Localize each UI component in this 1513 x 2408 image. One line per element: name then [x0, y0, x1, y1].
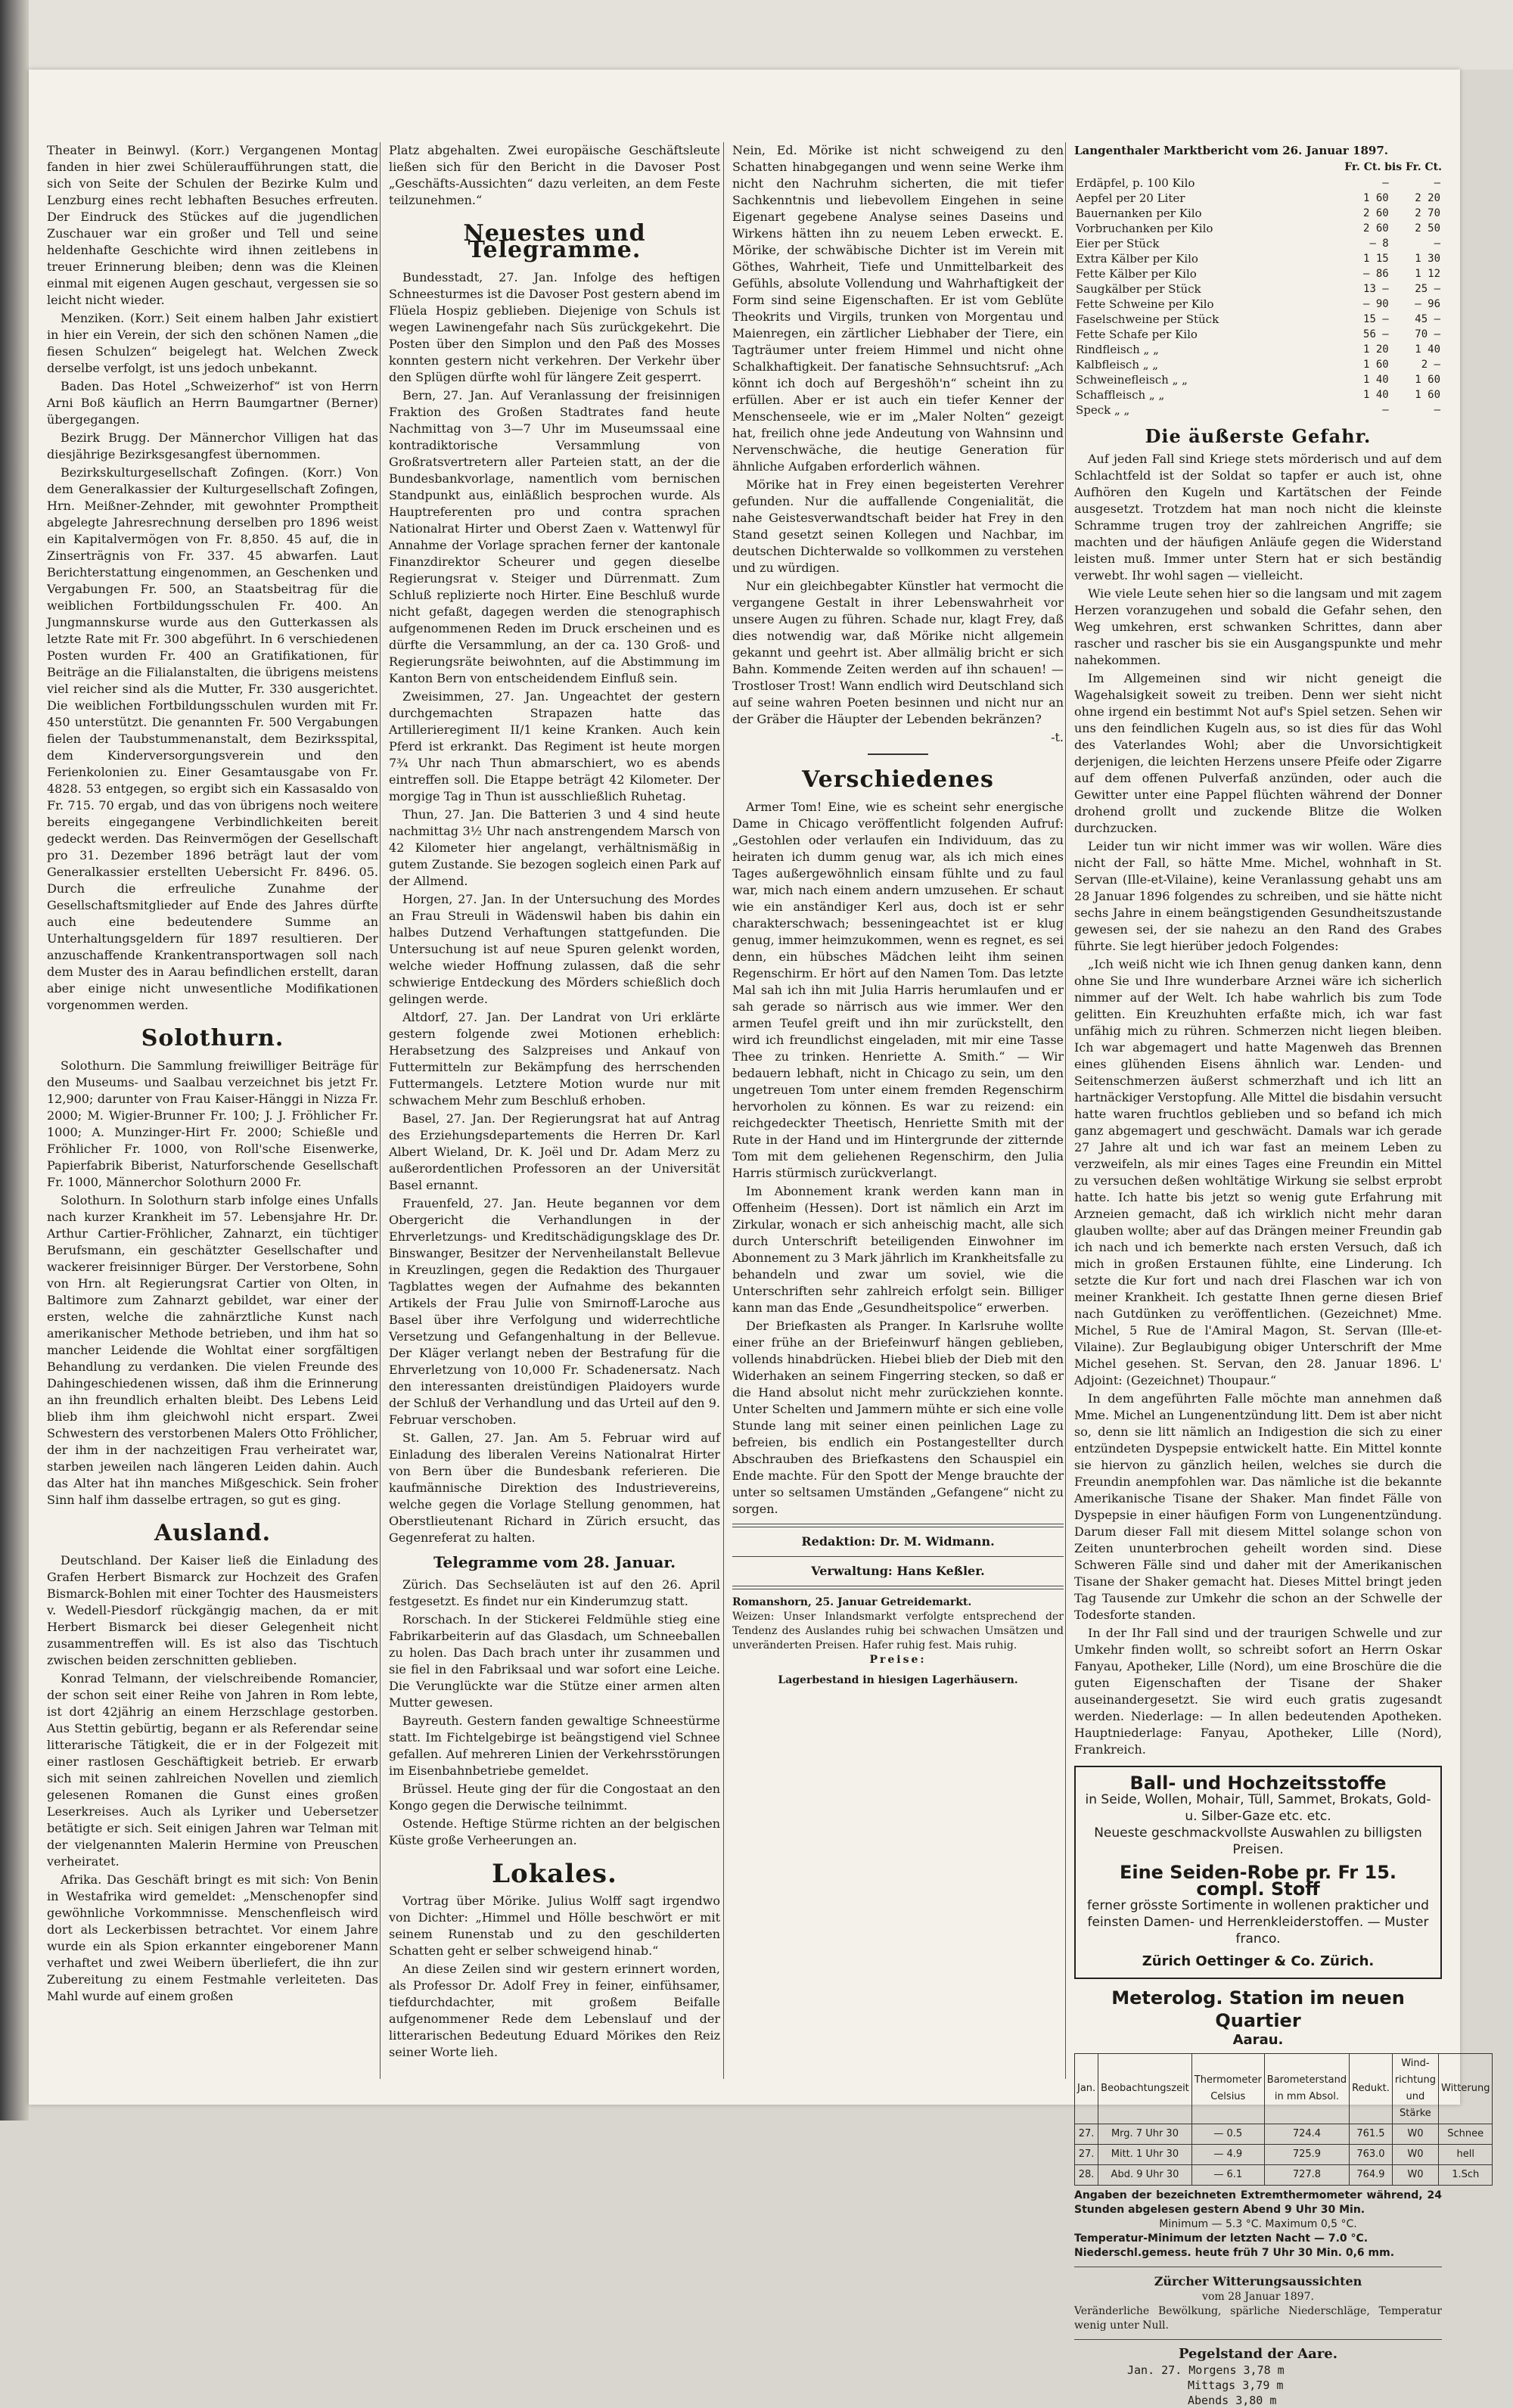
weather-row	[1075, 2145, 1493, 2165]
weather-note: Angaben der bezeichneten Extremthermometer während, 24 Stunden abgelesen gestern Abend 9 Uhr 30 Min.	[1074, 2189, 1442, 2216]
article-paragraph: Horgen, 27. Jan. In der Untersuchung des Mordes an Frau Streuli in Wädenswil haben bis dahin ein halbes Dutzend Verhaftungen stattgefunden. Die Untersuchung ist auf neue Spuren gelenkt worden, welche wieder Hoffnung zulassen, daß die sehr schwierige Entdeckung des Mörders schießlich doch gelingen werde.	[389, 892, 720, 1006]
market-item-price: 1 60	[1363, 359, 1389, 371]
weather-cell: Mitt. 1 Uhr 30	[1098, 2145, 1192, 2165]
market-item-price: —	[1434, 404, 1440, 416]
market-item-price: 45 —	[1415, 313, 1440, 325]
market-price-row	[1074, 236, 1442, 251]
market-item-price: 2 50	[1415, 222, 1440, 235]
market-price-row	[1074, 191, 1442, 206]
market-item-price: 2 60	[1363, 207, 1389, 219]
market-price-row	[1074, 297, 1442, 312]
market-price-row	[1074, 176, 1442, 191]
weather-note: Minimum — 5.3 °C. Maximum 0,5 °C.	[1159, 2218, 1357, 2230]
article-paragraph: Auf jeden Fall sind Kriege stets mörderisch und auf dem Schlachtfeld ist der Soldat so tapfer er auch ist, ohne Aufhören den Kugeln und Kartätschen der Feinde ausgesetzt. Trotzdem hat man noch nicht die kleinste Schramme trugen troy der zahlreichen Angriffe; sie machten und der häufigen Anläufe gegen die Widerstand leisten muß. Immer unter Stern hat er sich beständig verwebt. Ihr wohl sagen — vielleicht.	[1074, 452, 1442, 583]
water-level-line: Abends 3,80 m	[1188, 2394, 1277, 2407]
subsection-heading: Telegramme vom 28. Januar.	[433, 1553, 676, 1571]
article-paragraph: Mörike hat in Frey einen begeisterten Verehrer gefunden. Nur die auffallende Congenialität, die nahe Geistesverwandtschaft beider hat Frey in den Stand gesetzt seinen Kollegen und Nachbar, im deutschen Dichterwalde so vollkommen zu verstehen und zu würdigen.	[732, 477, 1064, 575]
forecast-text: Veränderliche Bewölkung, spärliche Niederschläge, Temperatur wenig unter Null.	[1074, 2305, 1442, 2332]
weather-cell: Mrg. 7 Uhr 30	[1098, 2124, 1192, 2145]
ad-company: Zürich Oettinger & Co. Zürich.	[1142, 1953, 1375, 1969]
article-paragraph: Basel, 27. Jan. Der Regierungsrat hat auf Antrag des Erziehungsdepartements die Herren Dr. Karl Albert Wieland, Dr. K. Joël und Dr. Adam Merz zu außerordentlichen Professoren an der Universität Basel ernannt.	[389, 1111, 720, 1192]
market-item-price: 1 30	[1415, 253, 1440, 265]
market-price-row	[1074, 387, 1442, 402]
market-item-name: Vorbruchanken per Kilo	[1076, 222, 1213, 235]
article-paragraph: Leider tun wir nicht immer was wir wollen. Wäre dies nicht der Fall, so hätte Mme. Michel, wohnhaft in St. Servan (Ille-et-Vilaine), keine Veranlassung gehabt uns am 28 Januar 1896 folgendes zu schreiben, und sie hätte nicht sechs Jahre in einem beängstigenden Gesundheitszustande gewesen sei, der sie nahezu an den Rand des Grabes führte. Sie legt hierüber jedoch Folgendes:	[1074, 839, 1442, 953]
market-item-name: Bauernanken per Kilo	[1076, 207, 1202, 220]
weather-cell: — 4.9	[1191, 2145, 1264, 2165]
article-paragraph: Nein, Ed. Mörike ist nicht schweigend zu den Schatten hinabgegangen und wenn seine Werke ihm nicht den Nachruhm sicherten, die mit tiefer Sachkenntnis und liebevollem Eingehen in seine Eigenart gegebene Analyse seines Daseins und Wirkens hätten ihn zu neuem Leben erweckt. E. Mörike, der schwäbische Dichter ist im Verein mit Göthes, Wahrheit, Tiefe und Unmittelbarkeit des Gefühls, absolute Vollendung und Wahrhaftigkeit der Form sind seine Eigenschaften. Er ist vom Geblüte Theokrits und Virgils, trunken von Morgentau und Maienregen, ein zärtlicher Liebhaber der Tiere, ein Tagträumer unter freiem Himmel und nicht ohne Schalkhaftigkeit. Der fanatische Sehnsuchtsruf: „Ach könnt ich doch auf Bergeshöh'n“ scheint ihn zu erfüllen. Aber er ist auch ein tiefer Kenner der Menschenseele, wie er im „Maler Nolten“ gezeigt hat, freilich ohne jede Andeutung von Wahnsinn und Nervenschwäche, die heutige Generation für ähnliche Aufgaben erforderlich wähnen.	[732, 143, 1064, 474]
article-paragraph: An diese Zeilen sind wir gestern erinnert worden, als Professor Dr. Adolf Frey in feiner, einfühsamer, tiefdurchdachter, mit großem Beifalle aufgenommener Rede dem Lebenslauf und der litterarischen Bedeutung Eduard Mörikes den Reiz seiner Worte lieh.	[389, 1962, 720, 2059]
article-paragraph: Der Briefkasten als Pranger. In Karlsruhe wollte einer frühe an der Briefeinwurf hängen geblieben, vollends hinabdrücken. Hiebei blieb der Dieb mit den Widerhaken an seinem Fingerring stecken, so daß er die Hand absolut nicht mehr zurückziehen konnte. Unter Schelten und Jammern mühte er sich eine volle Stunde lang mit seiner einen peinlichen Lage zu befreien, bis endlich ein Postangestellter durch Abschrauben des Briefkastens den Schauspiel ein Ende machte. Für den Spott der Menge brauchte der unter so seltsamen Umständen „Gefangene“ nicht zu sorgen.	[732, 1319, 1064, 1516]
article-paragraph: St. Gallen, 27. Jan. Am 5. Februar wird auf Einladung des liberalen Vereins Nationalrat Hirter von Bern über die Bundesbank referieren. Die kaufmännische Direktion des Industrievereins, welche gegen die Vorlage Stellung genommen, hat Oberstlieutenant Richard in Zürich ersucht, das Gegenreferat zu halten.	[389, 1431, 720, 1545]
market-item-name: Saugkälber per Stück	[1076, 282, 1201, 296]
divider	[1074, 2339, 1442, 2340]
market-price-row	[1074, 402, 1442, 418]
market-item-price: 70 —	[1415, 328, 1440, 340]
section-heading: Solothurn.	[141, 1025, 284, 1052]
market-price-row	[1074, 342, 1442, 357]
page-top-margin	[0, 0, 1513, 70]
article-paragraph: Armer Tom! Eine, wie es scheint sehr energische Dame in Chicago veröffentlicht folgenden Aufruf: „Gestohlen oder verlaufen ein Individuum, das zu heiraten ich dumm genug war, als ich mich eines Tages außergewöhnlich einsam fühlte und zu faul war, mich nach einem andern umzusehen. Er schaut wie ein anständiger Kerl aus, doch ist er sehr charakterschwach; besseningeachtet ist er klug genug, immer heimzukommen, wenn es regnet, es sei denn, ein hübsches Mädchen leiht ihm seinen Regenschirm. Er hört auf den Namen Tom. Das letzte Mal sah ich ihn mit Julia Harris herumlaufen und er sah gerade so närrisch aus wie immer. Wer den armen Teufel greift und ihn mir zurückstellt, den wird ich freundlichst eingeladen, mit mir eine Tasse Thee zu trinken. Henriette A. Smith.“ — Wir bedauern lebhaft, nicht in Chicago zu sein, um den ungetreuen Tom unter einem fremden Regenschirm hervorholen zu können. Es war zu reizend: ein reichgedeckter Theetisch, Henriette Smith mit der Rute in der Hand und im Hintergrunde der zitternde Tom mit dem geliehenen Regenschirm, den Julia Harris stürmisch zurückverlangt.	[732, 800, 1064, 1180]
market-item-name: Fette Schafe per Kilo	[1076, 328, 1198, 341]
section-heading: Verschiedenes	[802, 766, 994, 793]
market-item-price: 2 60	[1363, 222, 1389, 235]
ad-offer: Eine Seiden-Robe pr. Fr 15. compl. Stoff	[1119, 1862, 1397, 1900]
market-item-price: — 8	[1369, 238, 1389, 250]
article-paragraph: Solothurn. Die Sammlung freiwilliger Beiträge für den Museums- und Saalbau verzeichnet bis jetzt Fr. 12,900; darunter von Frau Kaiser-Hänggi in Nizza Fr. 2000; M. Wigier-Brunner Fr. 100; J. J. Fröhlicher Fr. 1000; A. Munzinger-Hirt Fr. 2000; Schießle und Fröhlicher Fr. 1000, von Roll'sche Eisenwerke, Papierfabrik Biberist, Naturforschende Gesellschaft Fr. 1000, Männerchor Solothurn 2000 Fr.	[47, 1058, 378, 1189]
article-paragraph: Platz abgehalten. Zwei europäische Geschäftsleute ließen sich für den Bericht in die Davoser Post „Geschäfts-Aussichten“ dazu verleiten, an dem Feste teilzunehmen.“	[389, 143, 720, 207]
weather-cell: W0	[1392, 2124, 1438, 2145]
section-heading: Die äußerste Gefahr.	[1145, 425, 1372, 447]
market-item-price: 2 —	[1421, 359, 1440, 371]
market-price-row	[1074, 266, 1442, 281]
divider	[732, 1556, 1064, 1557]
market-item-price: —	[1382, 404, 1389, 416]
column-3	[732, 142, 1064, 2079]
weather-note: Temperatur-Minimum der letzten Nacht — 7.0 °C.	[1074, 2232, 1369, 2245]
article-paragraph: Altdorf, 27. Jan. Der Landrat von Uri erklärte gestern folgende zwei Motionen erheblich: Herabsetzung des Salzpreises und Ankauf von Futtermitteln zur Bekämpfung des herrschenden Futtermangels. Letztere Motion wurde nur mit schwachem Mehr zum Beschluß erhoben.	[389, 1010, 720, 1108]
market-item-price: 2 70	[1415, 207, 1440, 219]
market-item-price: 15 —	[1363, 313, 1389, 325]
weather-cell: hell	[1439, 2145, 1493, 2165]
water-level-line: Jan. 27. Morgens 3,78 m	[1127, 2363, 1285, 2377]
article-paragraph: Baden. Das Hotel „Schweizerhof“ ist von Herrn Arni Boß käuflich an Herrn Baumgartner (Berner) übergegangen.	[47, 379, 378, 427]
market-report-text: Weizen: Unser Inlandsmarkt verfolgte entsprechend der Tendenz des Auslandes ruhig bei schwachen Umsätzen und unveränderten Preisen. Hafer ruhig fest. Mais ruhig.	[732, 1611, 1064, 1651]
newspaper-page	[29, 70, 1490, 2407]
article-paragraph: Im Abonnement krank werden kann man in Offenheim (Hessen). Dort ist nämlich ein Arzt im Zirkular, wonach er sich anheischig macht, alle sich durch Unterschrift beteiligenden Einwohner im Abonnement zu 3 Mark jährlich im Krankheitsfalle zu behandeln und zwar um soviel, wie die Unterschriften sehr zahlreich erfolgt sein. Billiger kann man das Ende „Gesundheitspolice“ erwerben.	[732, 1184, 1064, 1315]
market-item-price: — 90	[1363, 298, 1389, 310]
article-paragraph: Rorschach. In der Stickerei Feldmühle stieg eine Fabrikarbeiterin auf das Glasdach, um Schneeballen zu holen. Das Dach brach unter ihr zusammen und sie fiel in den Fabriksaal und war sofort eine Leiche. Die Verunglückte war die Stütze einer armen alten Mutter gewesen.	[389, 1612, 720, 1710]
market-item-price: 1 12	[1415, 268, 1440, 280]
column-1	[47, 142, 378, 2079]
section-heading: Neuestes und Telegramme.	[463, 220, 646, 263]
divider	[868, 753, 928, 755]
market-item-price: 1 20	[1363, 343, 1389, 356]
weather-cell: 763.0	[1350, 2145, 1393, 2165]
prices-heading: Preise:	[869, 1654, 927, 1666]
market-item-price: 1 40	[1363, 389, 1389, 401]
market-price-row	[1074, 206, 1442, 221]
ad-text: ferner grösste Sortimente in wollenen prakticher und feinsten Damen- und Herrenkleiderstoffen. — Muster franco.	[1087, 1898, 1429, 1947]
market-item-price: 1 40	[1363, 374, 1389, 386]
market-price-header: Fr. Ct. bis Fr. Ct.	[1344, 161, 1442, 173]
market-price-row	[1074, 221, 1442, 236]
article-paragraph: Bayreuth. Gestern fanden gewaltige Schneestürme statt. Im Fichtelgebirge ist beängstigend viel Schnee gefallen. Auf mehreren Linien der Verkehrsstörungen im Eisenbahnbetriebe gemeldet.	[389, 1714, 720, 1778]
weather-table	[1074, 2053, 1493, 2186]
section-heading: Ausland.	[154, 1520, 272, 1546]
market-item-price: —	[1434, 177, 1440, 189]
article-paragraph: Bezirkskulturgesellschaft Zofingen. (Korr.) Von dem Generalkassier der Kulturgesellschaft Zofingen, Hrn. Meißner-Zehnder, mit gewohnter Promptheit abgelegte Jahresrechnung derselben pro 1896 weist ein Kapitalvermögen von Fr. 8,850. 45 auf, die in Zinserträgnis von Fr. 337. 45 abwarfen. Laut Berichterstattung eingenommen, an Geschenken und Vergabungen Fr. 500, an Staatsbeitrag für die weiblichen Fortbildungsschulen Fr. 400. An Jungmannskurse wurde aus den Gutterkassen als letzte Rate mit Fr. 300 abgeführt. In 6 verschiedenen Posten wurden Fr. 400 an Gratifikationen, für Beiträge an die Filialanstalten, die übrigens meistens viel reicher sind als die Mutter, Fr. 330 ausgerichtet. Die weiblichen Fortbildungsschulen wurden mit Fr. 450 unterstützt. Die genannten Fr. 500 Vergabungen fielen der Taubstummenanstalt, dem Bezirksspital, dem Kinderversorgungsverein und den Ferienkolonien zu. Einer Gesamtausgabe von Fr. 4828. 53 entgegen, so ergibt sich ein Kassasaldo von Fr. 715. 70 ergab, und das von übrigens noch weitere bereits eingegangene Verbindlichkeiten bereit gedeckt werden. Das Reinvermögen der Gesellschaft pro 31. Dezember 1896 beträgt laut der vom Generalkassier erstellten Uebersicht Fr. 8496. 05. Durch die erfreuliche Zunahme der Gesellschaftsmitglieder auf Ende des Jahres dürfte auch eine bedeutendere Summe an Unterhaltungsgeldern für 1897 resultieren. Der anzuschaffende Krankentransportwagen soll nach dem Muster des in Aarau befindlichen erstellt, daran aber einige nicht unwesentliche Modifikationen vorgenommen werden.	[47, 465, 378, 1012]
article-paragraph: Theater in Beinwyl. (Korr.) Vergangenen Montag fanden in hier zwei Schüleraufführungen statt, die sich von Seite der Schulen der Bezirke Kulm und Lenzburg eines recht lebhaften Besuches erfreuten. Der Eindruck des Stückes auf die jugendlichen Zuschauer war ein großer und Tell und seine heldenhafte Geschichte wird ihnen zeitlebens in treuer Erinnerung bleiben; denn was die Kleinen einmal mit eigenen Augen geschaut, vergessen sie so leicht nicht wieder.	[47, 143, 378, 307]
weather-note: Niederschl.gemess. heute früh 7 Uhr 30 Min. 0,6 mm.	[1074, 2247, 1395, 2259]
forecast-title: Zürcher Witterungsaussichten	[1154, 2274, 1362, 2288]
column-4	[1074, 142, 1490, 2407]
weather-cell: — 6.1	[1191, 2165, 1264, 2186]
weather-cell: Abd. 9 Uhr 30	[1098, 2165, 1192, 2186]
weather-station-location: Aarau.	[1232, 2032, 1284, 2048]
forecast-date: vom 28 Januar 1897.	[1202, 2291, 1314, 2303]
article-paragraph: In der Ihr Fall sind und der traurigen Schwelle und zur Umkehr finden wollt, so schreibt sofort an Herrn Oskar Fanyau, Apotheker, Lille (Nord), um eine Broschüre die die guten Eigenschaften der Tisane der Shaker auseinandergesetzt. Sie wird euch gratis zugesandt werden. Niederlage: — In allen bedeutenden Apotheken. Hauptniederlage: Fanyau, Apotheker, Lille (Nord), Frankreich.	[1074, 1626, 1442, 1757]
article-paragraph: Bundesstadt, 27. Jan. Infolge des heftigen Schneesturmes ist die Davoser Post gestern abend im Flüela Hospiz geblieben. Diejenige von Schuls ist wegen Lawinengefahr nach Süs zurückgekehrt. Die Posten über den Simplon und den Paß des Mosses konnten gestern nicht verkehren. Der Verkehr über den Splügen dürfte wohl für längere Zeit gesperrt.	[389, 270, 720, 384]
article-paragraph: „Ich weiß nicht wie ich Ihnen genug danken kann, denn ohne Sie und Ihre wunderbare Arznei wäre ich sicherlich nimmer auf der Welt. Ich habe wahrlich bis zum Tode gelitten. Ein Kreuzhuhten erfaßte mich, ich war fast unfähig mich zu rühren. Schmerzen nicht liegen bleiben. Ich war abgemagert und hatte Magenweh das Brennen eines glühenden Eisens ähnlich war. Lenden- und Seitenschmerzen äußerst schmerzhaft und ich litt an hartnäckiger Verstopfung. Alle Mittel die bisdahin versucht hatte waren fruchtlos geblieben und so befand ich mich ganz abgemagert und geschwächt. Damals war ich gerade 27 Jahre alt und ich war fast an meinem Leben zu verzweifeln, als mir eines Tages eine Freundin ein Mittel zu versuchen deßen wohltätige Wirkung sie selbst erprobt hatte. Ich hatte bis jetzt so wenig gute Erfahrung mit Arzneien gemacht, daß ich wirklich nicht mehr daran glauben wollte; aber auf das Drängen meiner Freundin gab ich nach und ich bemerkte nach ersten Versuch, daß ich mich in großen Erstaunen fühlte, eine Linderung. Ich setzte die Kur fort und nach drei Flaschen war ich von meiner Krankheit. Ich gestatte Ihnen gerne diesen Brief nach Gutdünken zu veröffentlichen. (Gezeichnet) Mme. Michel, 5 Rue de l'Amiral Magon, St. Servan (Ille-et-Vilaine). Zur Beglaubigung obiger Unterschrift der Mme Michel gesehen. St. Servan, den 28. Januar 1896. L' Adjoint: (Gezeichnet) Thoupaur.“	[1074, 957, 1442, 1387]
ad-text: in Seide, Wollen, Mohair, Tüll, Sammet, Brokats, Gold- u. Silber-Gaze etc. etc.	[1085, 1792, 1431, 1824]
weather-cell: W0	[1392, 2145, 1438, 2165]
ad-text: Neueste geschmackvollste Auswahlen zu billigsten Preisen.	[1094, 1825, 1422, 1857]
ad-headline: Ball- und Hochzeitsstoffe	[1129, 1773, 1387, 1794]
article-paragraph: Im Allgemeinen sind wir nicht geneigt die Wagehalsigkeit soweit zu treiben. Denn wer sieht nicht ohne irgend ein bestimmt Not auf's Spiel setzen. Sehen wir uns den feindlichen Kugeln aus, so ist dies für das Wohl des Vaterlandes Wohl; aber die Unvorsichtigkeit derjenigen, die leichten Herzens unsere Pfeife oder Zigarre auf dem offenen Pulverfaß anzünden, oder auch die Gewitter unter eine Pappel flüchten während der Donner drohend grollt und zuckende Blitze die Wolken durchzucken.	[1074, 671, 1442, 835]
weather-cell: 27.	[1075, 2145, 1098, 2165]
market-item-name: Extra Kälber per Kilo	[1076, 252, 1198, 266]
weather-cell: 727.8	[1264, 2165, 1349, 2186]
market-item-name: Speck „ „	[1076, 403, 1130, 417]
article-paragraph: Brüssel. Heute ging der für die Congostaat an den Kongo gegen die Derwische teilnimmt.	[389, 1782, 720, 1813]
market-item-price: 56 —	[1363, 328, 1389, 340]
column-2	[389, 142, 720, 2079]
author-signature: -t.	[1051, 730, 1064, 744]
market-price-row	[1074, 327, 1442, 342]
editor-credit: Redaktion: Dr. M. Widmann.	[801, 1534, 995, 1549]
market-item-price: 13 —	[1363, 283, 1389, 295]
market-item-name: Fette Schweine per Kilo	[1076, 297, 1214, 311]
market-item-price: 1 60	[1415, 374, 1440, 386]
article-paragraph: Afrika. Das Geschäft bringt es mit sich: Von Benin in Westafrika wird gemeldet: „Menschenopfer sind gewöhnliche Vorkommnisse. Menschenfleisch wird dort als Leckerbissen betrachtet. Vor einem Jahre wurde ein als Spion erkannter eingeborener Mann verhaftet und zwei Weibern überliefert, die ihn zur Zubereitung zu einem Festmahle verleiteten. Das Mahl wurde auf einem großen	[47, 1872, 378, 2003]
article-paragraph: Nur ein gleichbegabter Künstler hat vermocht die vergangene Gestalt in ihrer Lebenswahrheit vor unsere Augen zu führen. Schade nur, klagt Frey, daß dies notwendig war, daß Mörike nicht allgemein gekannt und geehrt ist. Aber allmälig bricht er sich Bahn. Kommende Zeiten werden auf ihn schauen! — Trostloser Trost! Wann endlich wird Deutschland sich auf seine wahren Poeten besinnen und nicht nur an der Gräber die Häupter der Lebenden bekränzen?	[732, 579, 1064, 726]
market-item-price: 25 —	[1415, 283, 1440, 295]
weather-cell: W0	[1392, 2165, 1438, 2186]
article-paragraph: Bern, 27. Jan. Auf Veranlassung der freisinnigen Fraktion des Großen Stadtrates fand heute Nachmittag von 3—7 Uhr im Museumssaal eine kontradiktorische Versammlung von Großratsvertretern aller Parteien statt, an der die Bundesbankvorlage, namentlich vom bernischen Standpunkt aus, einläßlich besprochen wurde. Als Hauptreferenten pro und contra sprachen Nationalrat Hirter und Oberst Zaen v. Wattenwyl für Annahme der Vorlage sprachen ferner der kantonale Finanzdirektor Scheurer und gegen dieselbe Regierungsrat v. Steiger und Dürrenmatt. Zum Schluß replizierte noch Hirter. Eine Beschluß wurde nicht gefaßt, dagegen werden die stenographisch aufgenommenen Reden im Druck erscheinen und es dürfte die Versammlung, an der ca. 130 Groß- und Regierungsräte beiwohnten, auf die Abstimmung im Kanton Bern von entscheidendem Einfluß sein.	[389, 388, 720, 685]
market-item-name: Schaffleisch „ „	[1076, 388, 1165, 402]
market-item-price: 2 20	[1415, 192, 1440, 204]
weather-cell: Schnee	[1439, 2124, 1493, 2145]
article-paragraph: Wie viele Leute sehen hier so die langsam und mit zagem Herzen voranzugehen und sobald die Gefahr sehen, den Weg umkehren, erst schwanken Schrittes, dann aber rascher und rascher bis sie ein Ausgangspunkte und mehr nahekommen.	[1074, 586, 1442, 667]
article-paragraph: Deutschland. Der Kaiser ließ die Einladung des Grafen Herbert Bismarck zur Hochzeit des Grafen Bismarck-Bohlen mit einer Tochter des Hausmeisters v. Wedell-Piesdorf rückgängig machen, da er mit Herbert Bismarck bei dieser Gelegenheit nicht zusammentreffen will. Es ist also das Tischtuch zwischen beiden zerschnitten geblieben.	[47, 1553, 378, 1667]
market-item-name: Fette Kälber per Kilo	[1076, 267, 1197, 281]
market-item-name: Erdäpfel, p. 100 Kilo	[1076, 176, 1195, 190]
market-report-title: Romanshorn, 25. Januar Getreidemarkt.	[732, 1596, 972, 1608]
water-level-line: Mittags 3,79 m	[1188, 2378, 1284, 2392]
weather-row	[1075, 2124, 1493, 2145]
storage-heading: Lagerbestand in hiesigen Lagerhäusern.	[778, 1674, 1018, 1686]
market-item-price: —	[1434, 238, 1440, 250]
market-item-price: 1 60	[1363, 192, 1389, 204]
column-rule	[380, 142, 381, 2079]
weather-row	[1075, 2165, 1493, 2186]
market-item-name: Aepfel per 20 Liter	[1076, 191, 1185, 205]
article-paragraph: In dem angeführten Falle möchte man annehmen daß Mme. Michel an Lungenentzündung litt. Dem ist aber nicht so, denn sie litt nämlich an Indigestion die sich zu einer entzündeten Dyspepsie entwickelt hatte. Ein Mittel konnte sie hiervon zu gänzlich heilen, welches sie durch die Freundin anempfohlen war. Das nämliche ist die bekannte Amerikanische Tisane der Shaker. Man findet Fälle von Dyspepsie in einer häufigen Form von Lungenentzündung. Darum dieser Fall mit diesem Mittel solange schon von Zeiten ununterbrochen geheilt worden sind. Diese Schweren Fälle sind und daher mit der Amerikanischen Tisane der Shaker gemacht hat. Dieses Mittel bringt jeden Tag Tausende zur Umkehr die schon an der Schwelle der Todesforte standen.	[1074, 1391, 1442, 1622]
weather-column-header: Beobachtungszeit	[1098, 2054, 1192, 2124]
market-price-row	[1074, 251, 1442, 266]
article-paragraph: Menziken. (Korr.) Seit einem halben Jahr existiert in hier ein Verein, der sich den schönen Namen „die fiesen Schulzen“ beigelegt hat. Welchen Zweck derselbe verfolgt, ist uns jedoch unbekannt.	[47, 311, 378, 375]
divider	[732, 1586, 1064, 1589]
binding-edge	[0, 0, 29, 2121]
article-paragraph: Zürich. Das Sechseläuten ist auf den 26. April festgesetzt. Es findet nur ein Kinderumzug statt.	[389, 1577, 720, 1608]
market-report-title: Langenthaler Marktbericht vom 26. Januar 1897.	[1074, 144, 1388, 157]
market-item-price: — 96	[1415, 298, 1440, 310]
column-rule	[1065, 142, 1066, 2079]
article-paragraph: Zweisimmen, 27. Jan. Ungeachtet der gestern durchgemachten Strapazen hatte das Artillerieregiment II/1 keine Kranken. Auch kein Pferd ist erkrankt. Das Regiment ist heute morgen 7¾ Uhr nach Thun abmarschiert, wo es abends eintreffen soll. Die Etappe beträgt 42 Kilometer. Der morgige Tag in Thun ist ausschließlich Ruhetag.	[389, 689, 720, 803]
section-heading: Lokales.	[492, 1859, 617, 1889]
market-item-name: Rindfleisch „ „	[1076, 343, 1159, 356]
water-level-title: Pegelstand der Aare.	[1178, 2346, 1338, 2362]
article-paragraph: Konrad Telmann, der vielschreibende Romancier, der schon seit einer Reihe von Jahren in Rom lebte, ist dort 42jährig an einem Herzschlage gestorben. Aus Stettin gebürtig, begann er als Referendar seine litterarische Tätigkeit, die er in der Folgezeit mit einer rastlosen Geschäftigkeit betrieb. Er erwarb sich mit seinen zahlreichen Novellen und ziemlich gelesenen Romanen die Gunst eines großen Leserkreises. Auch als Lyriker und Uebersetzer betätigte er sich. Seit einigen Jahren war Telman mit der vielgenannten Malerin Hermine von Preuschen verheiratet.	[47, 1671, 378, 1869]
advertisement-box	[1074, 1766, 1442, 1979]
weather-cell: 761.5	[1350, 2124, 1393, 2145]
weather-column-header: Wind-richtung und Stärke	[1392, 2054, 1438, 2124]
market-item-name: Faselschweine per Stück	[1076, 312, 1219, 326]
market-item-price: 1 60	[1415, 389, 1440, 401]
weather-column-header: Barometerstand in mm Absol.	[1264, 2054, 1349, 2124]
weather-station-title: Meterolog. Station im neuen Quartier	[1111, 1987, 1405, 2031]
market-price-table	[1074, 176, 1442, 418]
market-item-price: 1 15	[1363, 253, 1389, 265]
market-item-name: Eier per Stück	[1076, 237, 1160, 250]
market-item-price: —	[1382, 177, 1389, 189]
market-item-price: 1 40	[1415, 343, 1440, 356]
weather-column-header: Witterung	[1439, 2054, 1493, 2124]
column-rule	[723, 142, 724, 2079]
market-item-name: Schweinefleisch „ „	[1076, 373, 1188, 387]
weather-cell: 1.Sch	[1439, 2165, 1493, 2186]
market-price-row	[1074, 312, 1442, 327]
article-paragraph: Ostende. Heftige Stürme richten an der belgischen Küste große Verheerungen an.	[389, 1816, 720, 1847]
article-paragraph: Solothurn. In Solothurn starb infolge eines Unfalls nach kurzer Krankheit im 57. Lebensjahre Hr. Dr. Arthur Cartier-Fröhlicher, Zahnarzt, ein tüchtiger Berufsmann, ein geschätzter Gesellschafter und wackerer freisinniger Bürger. Der Verstorbene, Sohn von Hrn. alt Regierungsrat Cartier von Olten, in Baltimore zum Zahnarzt gebildet, war einer der ersten, welche die zahnärztliche Kunst nach amerikanischer Methode betrieben, und ihm hat so mancher Leidende die Wohltat einer sorgfältigen Behandlung zu verdanken. Die vielen Freunde des Dahingeschiedenen wissen, daß ihm die Erinnerung an ihn freundlich erhalten bleibt. Des Lebens Leid blieb ihm ihm gleichwohl nicht erspart. Zwei Schwestern des verstorbenen Malers Otto Fröhlicher, der ihm in der nachzeitigen Frau verheiratet war, starben jeweilen nach längeren Leiden dahin. Auch das Alter hat ihn manches Mißgeschick. Sein froher Sinn half ihm dasselbe ertragen, so gut es ging.	[47, 1193, 378, 1507]
publisher-credit: Verwaltung: Hans Keßler.	[811, 1564, 985, 1578]
article-paragraph: Bezirk Brugg. Der Männerchor Villigen hat das diesjährige Bezirksgesangfest übernommen.	[47, 430, 378, 461]
weather-cell: 28.	[1075, 2165, 1098, 2186]
article-paragraph: Frauenfeld, 27. Jan. Heute begannen vor dem Obergericht die Verhandlungen in der Ehrverletzungs- und Kreditschädigungsklage des Dr. Binswanger, Besitzer der Nervenheilanstalt Bellevue in Kreuzlingen, gegen die Redaktion des Thurgauer Tagblattes wegen der Aufnahme des bekannten Artikels der Frau Julie von Smirnoff-Laroche aus Basel über ihre Verfolgung und widerrechtliche Versetzung und Gefangenhaltung in der Bellevue. Der Kläger verlangt neben der Bestrafung für die Ehrverletzung von 10,000 Fr. Schadenersatz. Nach den interessanten dreistündigen Plaidoyers wurde der Schluß der Verhandlung und das Urteil auf den 9. Februar verschoben.	[389, 1196, 720, 1427]
market-item-name: Kalbfleisch „ „	[1076, 358, 1159, 371]
weather-column-header: Redukt.	[1350, 2054, 1393, 2124]
market-price-row	[1074, 281, 1442, 297]
weather-cell: 725.9	[1264, 2145, 1349, 2165]
market-item-price: — 86	[1363, 268, 1389, 280]
weather-cell: 27.	[1075, 2124, 1098, 2145]
divider	[732, 1524, 1064, 1527]
article-paragraph: Thun, 27. Jan. Die Batterien 3 und 4 sind heute nachmittag 3½ Uhr nach anstrengendem Marsch von 42 Kilometer hier angelangt, verhältnismäßig in gutem Zustande. Sie bezogen sogleich einen Park auf der Allmend.	[389, 807, 720, 888]
weather-cell: — 0.5	[1191, 2124, 1264, 2145]
weather-column-header: Jan.	[1075, 2054, 1098, 2124]
market-price-row	[1074, 357, 1442, 372]
weather-column-header: Thermometer Celsius	[1191, 2054, 1264, 2124]
weather-cell: 764.9	[1350, 2165, 1393, 2186]
market-price-row	[1074, 372, 1442, 387]
article-paragraph: Vortrag über Mörike. Julius Wolff sagt irgendwo von Dichter: „Himmel und Hölle beschwört er mit seinem Runenstab und zu den geschilderten Schatten geht er selber schweigend hinab.“	[389, 1894, 720, 1958]
weather-cell: 724.4	[1264, 2124, 1349, 2145]
